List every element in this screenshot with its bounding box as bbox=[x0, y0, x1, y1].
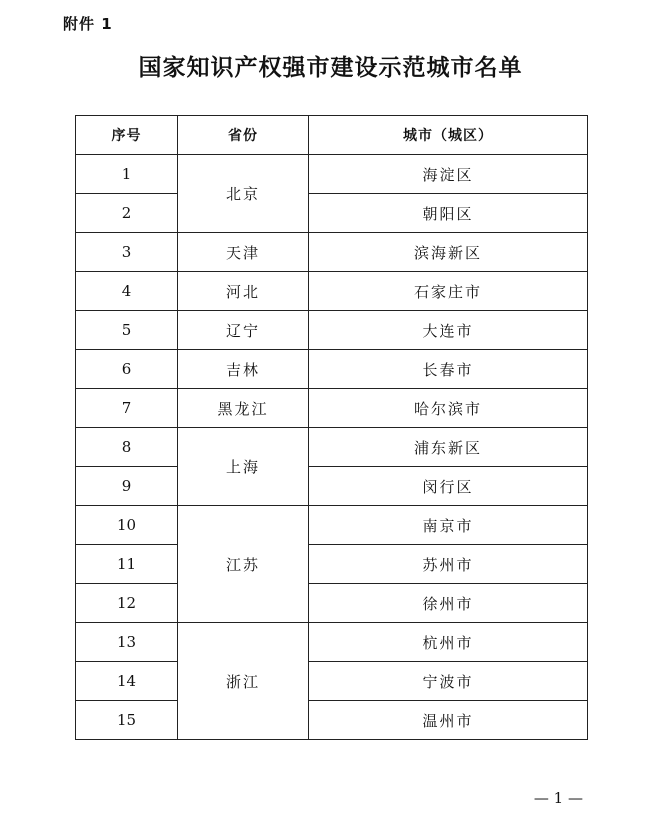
city-cell: 闵行区 bbox=[309, 467, 588, 506]
province-cell: 黑龙江 bbox=[178, 389, 309, 428]
page-number bbox=[0, 789, 661, 807]
province-cell: 江苏 bbox=[178, 506, 309, 623]
row-index: 15 bbox=[76, 701, 178, 740]
city-cell: 浦东新区 bbox=[309, 428, 588, 467]
table-header-row bbox=[76, 116, 588, 155]
table-row bbox=[76, 662, 588, 701]
table-row bbox=[76, 701, 588, 740]
header-city: 城市（城区） bbox=[309, 116, 588, 155]
row-index: 1 bbox=[76, 155, 178, 194]
table-row bbox=[76, 623, 588, 662]
attachment-label: 附件 1 bbox=[63, 15, 113, 33]
table-row bbox=[76, 155, 588, 194]
city-cell: 温州市 bbox=[309, 701, 588, 740]
city-cell: 徐州市 bbox=[309, 584, 588, 623]
city-list-table bbox=[75, 115, 588, 740]
row-index: 10 bbox=[76, 506, 178, 545]
row-index: 4 bbox=[76, 272, 178, 311]
province-cell: 辽宁 bbox=[178, 311, 309, 350]
table-row bbox=[76, 311, 588, 350]
row-index: 6 bbox=[76, 350, 178, 389]
row-index: 11 bbox=[76, 545, 178, 584]
row-index: 14 bbox=[76, 662, 178, 701]
province-cell: 天津 bbox=[178, 233, 309, 272]
row-index: 9 bbox=[76, 467, 178, 506]
table-row bbox=[76, 389, 588, 428]
row-index: 12 bbox=[76, 584, 178, 623]
city-cell: 杭州市 bbox=[309, 623, 588, 662]
table-row bbox=[76, 233, 588, 272]
table-row bbox=[76, 467, 588, 506]
page-title: 国家知识产权强市建设示范城市名单 bbox=[138, 55, 523, 81]
table-row bbox=[76, 545, 588, 584]
city-cell: 朝阳区 bbox=[309, 194, 588, 233]
row-index: 3 bbox=[76, 233, 178, 272]
row-index: 5 bbox=[76, 311, 178, 350]
table-row bbox=[76, 506, 588, 545]
row-index: 2 bbox=[76, 194, 178, 233]
province-cell: 上海 bbox=[178, 428, 309, 506]
city-cell: 哈尔滨市 bbox=[309, 389, 588, 428]
city-cell: 石家庄市 bbox=[309, 272, 588, 311]
row-index: 7 bbox=[76, 389, 178, 428]
city-cell: 海淀区 bbox=[309, 155, 588, 194]
province-cell: 吉林 bbox=[178, 350, 309, 389]
province-cell: 北京 bbox=[178, 155, 309, 233]
city-cell: 苏州市 bbox=[309, 545, 588, 584]
header-province: 省份 bbox=[178, 116, 309, 155]
city-cell: 南京市 bbox=[309, 506, 588, 545]
row-index: 13 bbox=[76, 623, 178, 662]
table-row bbox=[76, 272, 588, 311]
province-cell: 浙江 bbox=[178, 623, 309, 740]
header-index: 序号 bbox=[76, 116, 178, 155]
table-row bbox=[76, 194, 588, 233]
table-row bbox=[76, 584, 588, 623]
city-cell: 长春市 bbox=[309, 350, 588, 389]
table-row bbox=[76, 428, 588, 467]
city-cell: 宁波市 bbox=[309, 662, 588, 701]
city-cell: 大连市 bbox=[309, 311, 588, 350]
row-index: 8 bbox=[76, 428, 178, 467]
province-cell: 河北 bbox=[178, 272, 309, 311]
page-number-text: — 1 — bbox=[533, 789, 583, 807]
city-cell: 滨海新区 bbox=[309, 233, 588, 272]
table-row bbox=[76, 350, 588, 389]
